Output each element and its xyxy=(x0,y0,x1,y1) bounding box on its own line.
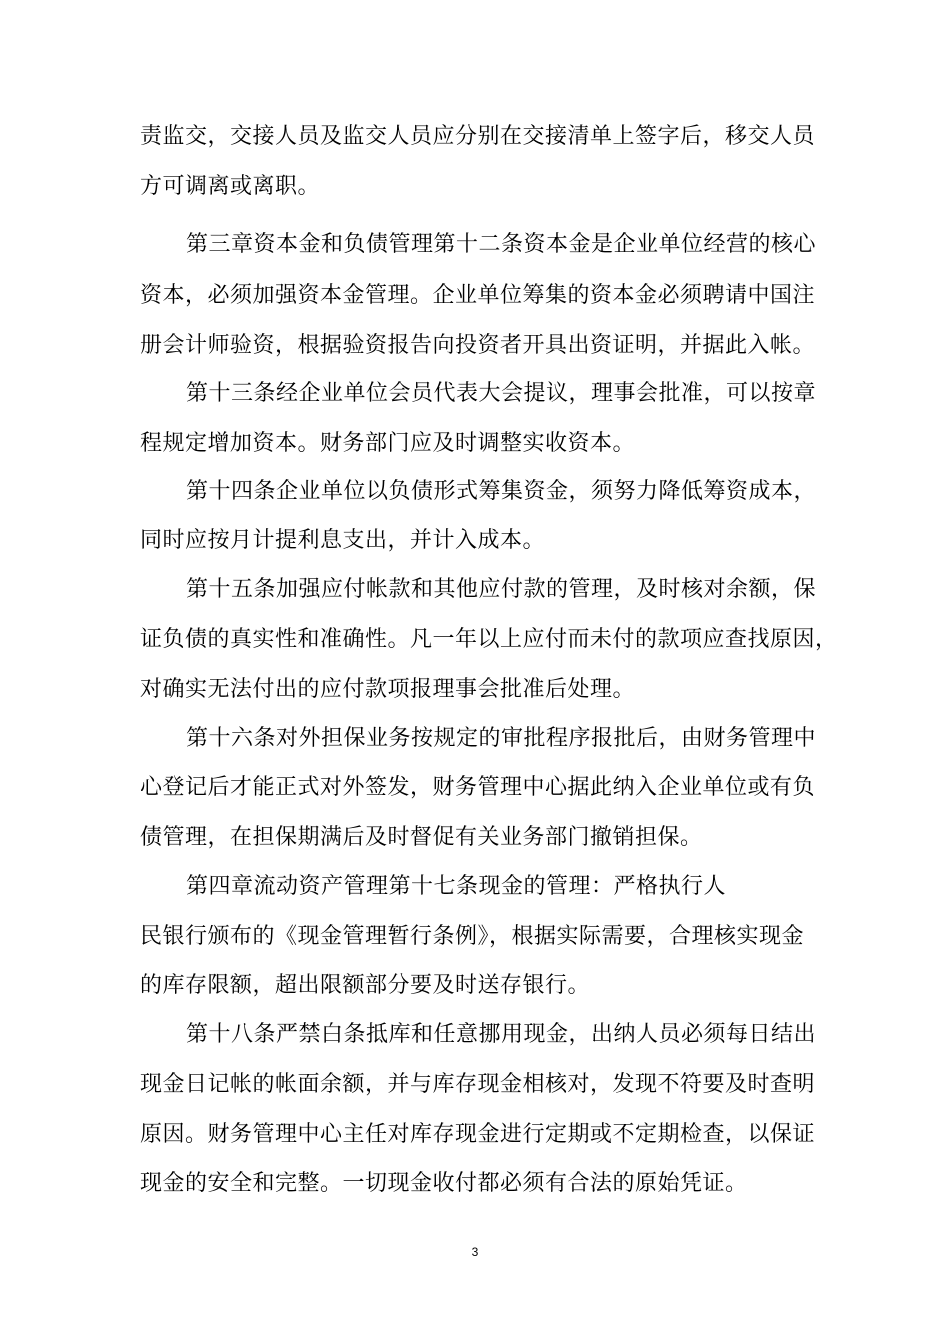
text-line: 债管理，在担保期满后及时督促有关业务部门撤销担保。 xyxy=(140,825,703,850)
text-line: 证负债的真实性和准确性。凡一年以上应付而未付的款项应查找原因， xyxy=(140,627,838,652)
text-line: 方可调离或离职。 xyxy=(140,174,321,199)
text-line: 民银行颁布的《现金管理暂行条例》，根据实际需要，合理核实现金 xyxy=(140,924,805,949)
text-line: 册会计师验资，根据验资报告向投资者开具出资证明，并据此入帐。 xyxy=(140,333,816,358)
text-line: 现金日记帐的帐面余额，并与库存现金相核对，发现不符要及时查明 xyxy=(140,1072,816,1097)
text-line: 程规定增加资本。财务部门应及时调整实收资本。 xyxy=(140,431,636,456)
text-line: 第四章流动资产管理第十七条现金的管理：严格执行人 xyxy=(186,874,727,899)
text-line: 对确实无法付出的应付款项报理事会批准后处理。 xyxy=(140,677,636,702)
text-line: 现金的安全和完整。一切现金收付都必须有合法的原始凭证。 xyxy=(140,1171,748,1196)
text-line: 心登记后才能正式对外签发，财务管理中心据此纳入企业单位或有负 xyxy=(140,775,816,800)
text-line: 原因。财务管理中心主任对库存现金进行定期或不定期检查，以保证 xyxy=(140,1122,816,1147)
text-line: 第三章资本金和负债管理第十二条资本金是企业单位经营的核心 xyxy=(186,232,817,257)
text-line: 责监交，交接人员及监交人员应分别在交接清单上签字后，移交人员 xyxy=(140,124,816,149)
text-line: 第十六条对外担保业务按规定的审批程序报批后，由财务管理中 xyxy=(186,726,817,751)
text-line: 第十四条企业单位以负债形式筹集资金，须努力降低筹资成本， xyxy=(186,479,817,504)
text-line: 第十三条经企业单位会员代表大会提议，理事会批准，可以按章 xyxy=(186,381,817,406)
text-line: 第十八条严禁白条抵库和任意挪用现金，出纳人员必须每日结出 xyxy=(186,1022,817,1047)
text-line: 资本，必须加强资本金管理。企业单位筹集的资本金必须聘请中国注 xyxy=(140,283,816,308)
text-line: 同时应按月计提利息支出，并计入成本。 xyxy=(140,528,546,553)
text-line: 的库存限额，超出限额部分要及时送存银行。 xyxy=(140,973,591,998)
page-number: 3 xyxy=(471,1245,479,1259)
text-line: 第十五条加强应付帐款和其他应付款的管理，及时核对余额，保 xyxy=(186,577,817,602)
